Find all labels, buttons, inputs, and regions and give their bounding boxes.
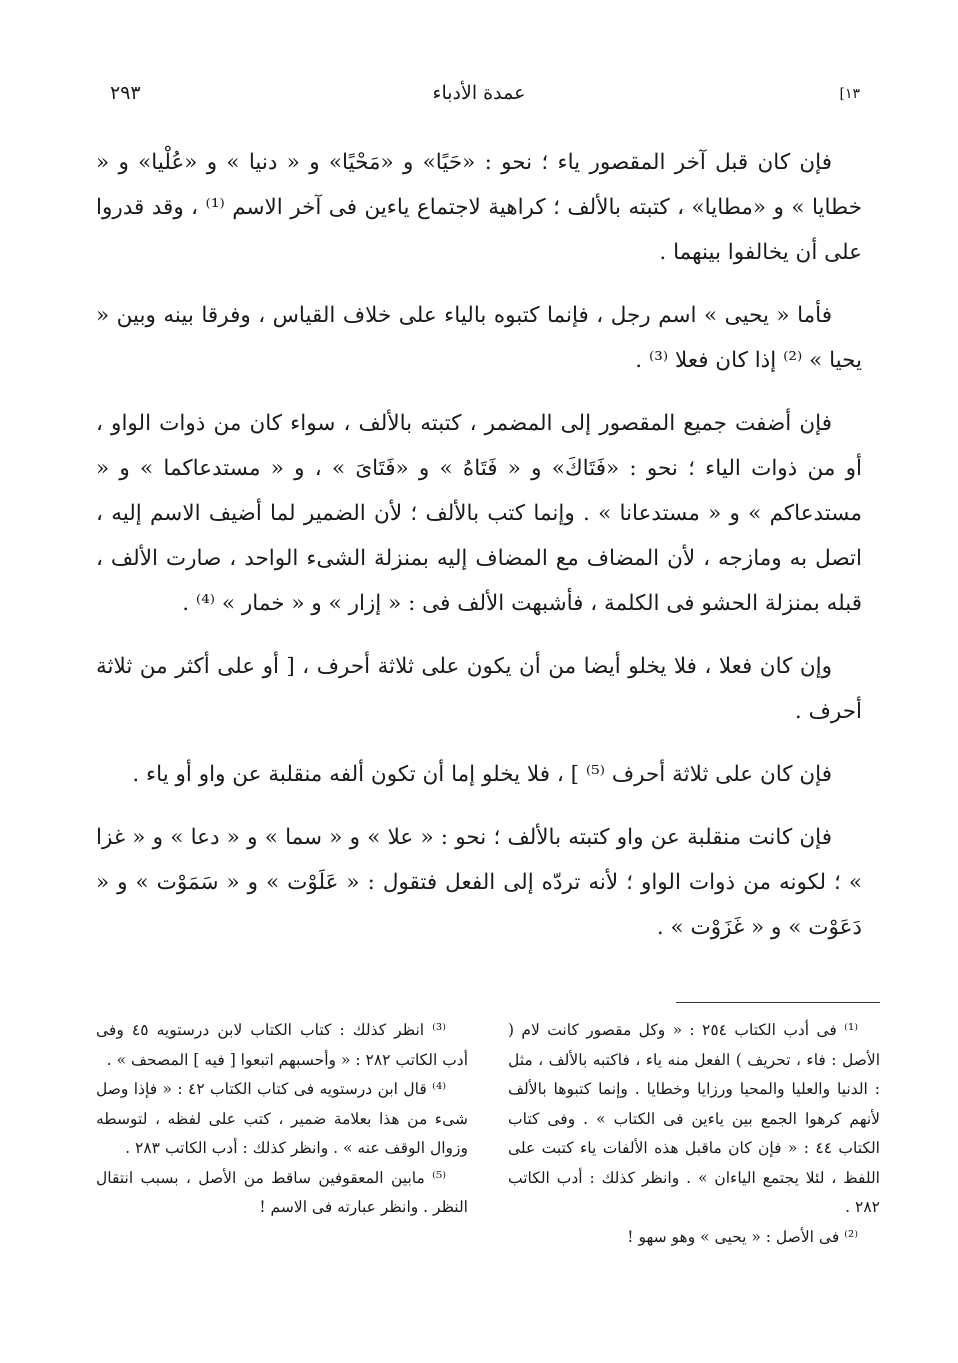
paragraph: فإن كان على ثلاثة أحرف ⁽⁵⁾ ] ، فلا يخلو إما أن تكون ألفه منقلبة عن واو أو ياء .	[132, 762, 832, 787]
page-number: ٢٩٣	[110, 82, 141, 104]
footnote: ⁽⁵⁾ مابين المعقوفين ساقط من الأصل ، بسبب انتقال النظر . وانظر عبارته فى الاسم !	[96, 1168, 468, 1216]
paragraph: فإن أضفت جميع المقصور إلى المضمر ، كتبته بالألف ، سواء كان من ذوات الواو ، أو من ذوات الياء ؛ نحو : «فَتَاكَ» و « فَتَاهُ » و «فَتَاىَ » ، و « مستدعاكما » و « مستدعاكم » و « مستدعانا » . وإنما كتب بالألف ؛ لأن الضمير لما أضيف الاسم إليه ، اتصل به ومازجه ، لأن المضاف مع المضاف إليه بمنزلة الشىء الواحد ، صارت الألف ، قبله بمنزلة الحشو فى الكلمة ، فأشبهت الألف فى : « إزار » و « خمار » ⁽⁴⁾ .	[96, 411, 862, 616]
paragraph: فأما « يحيى » اسم رجل ، فإنما كتبوه بالياء على خلاف القياس ، وفرقا بينه وبين « يحيا » ⁽²⁾ إذا كان فعلا ⁽³⁾ .	[96, 303, 862, 373]
footnotes-left-column	[96, 1016, 468, 1223]
footnotes-right-column	[508, 1016, 880, 1252]
footnote: ⁽⁴⁾ قال ابن درستويه فى كتاب الكتاب ٤٢ : « فإذا وصل شىء من هذا بعلامة ضمير ، كتب على لفظه ، لتوسطه وزوال الوقف عنه » . وانظر كذلك : أدب الكاتب ٢٨٣ .	[96, 1080, 468, 1157]
page-header	[96, 82, 862, 112]
paragraph: فإن كان قبل آخر المقصور ياء ؛ نحو : «حَيًا» و «مَحْيًا» و « دنيا » و «عُلْيا» و « خطايا » و «مطايا» ، كتبته بالألف ؛ كراهية لاجتماع ياءين فى آخر الاسم ⁽¹⁾ ، وقد قدروا على أن يخالفوا بينهما .	[96, 150, 862, 265]
footnote: ⁽¹⁾ فى أدب الكتاب ٢٥٤ : « وكل مقصور كانت لام ( الأصل : فاء ، تحريف ) الفعل منه ياء ، فاكتبه بالألف ، مثل : الدنيا والعليا والمحيا ورزايا وخطايا . وإنما كتبوها بالألف لأنهم كرهوا الجمع بين ياءين فى الكتاب » . وفى كتاب الكتاب ٤٤ : « فإن كان ماقبل هذه الألفات ياء كتبت على اللفظ ، لئلا يجتمع الياءان » . وانظر كذلك : أدب الكاتب ٢٨٢ .	[508, 1021, 880, 1216]
paragraph: وإن كان فعلا ، فلا يخلو أيضا من أن يكون على ثلاثة أحرف ، [ أو على أكثر من ثلاثة أحرف .	[96, 654, 862, 724]
running-title: عمدة الأدباء	[432, 82, 526, 104]
footnote: ⁽³⁾ انظر كذلك : كتاب الكتاب لابن درستويه ٤٥ وفى أدب الكاتب ٢٨٢ : « وأحسبهم اتبعوا [ فيه ] المصحف » .	[96, 1021, 468, 1069]
footnote-separator	[676, 1002, 880, 1003]
footnote: ⁽²⁾ فى الأصل : « يحيى » وهو سهو !	[627, 1227, 858, 1246]
main-text	[96, 140, 862, 968]
folio-marker: [١٣	[839, 86, 860, 102]
paragraph: فإن كانت منقلبة عن واو كتبته بالألف ؛ نحو : « علا » و « سما » و « دعا » و « غزا » ؛ لكونه من ذوات الواو ؛ لأنه تردّه إلى الفعل فتقول : « عَلَوْت » و « سَمَوْت » و « دَعَوْت » و « غَزَوْت » .	[96, 825, 862, 940]
